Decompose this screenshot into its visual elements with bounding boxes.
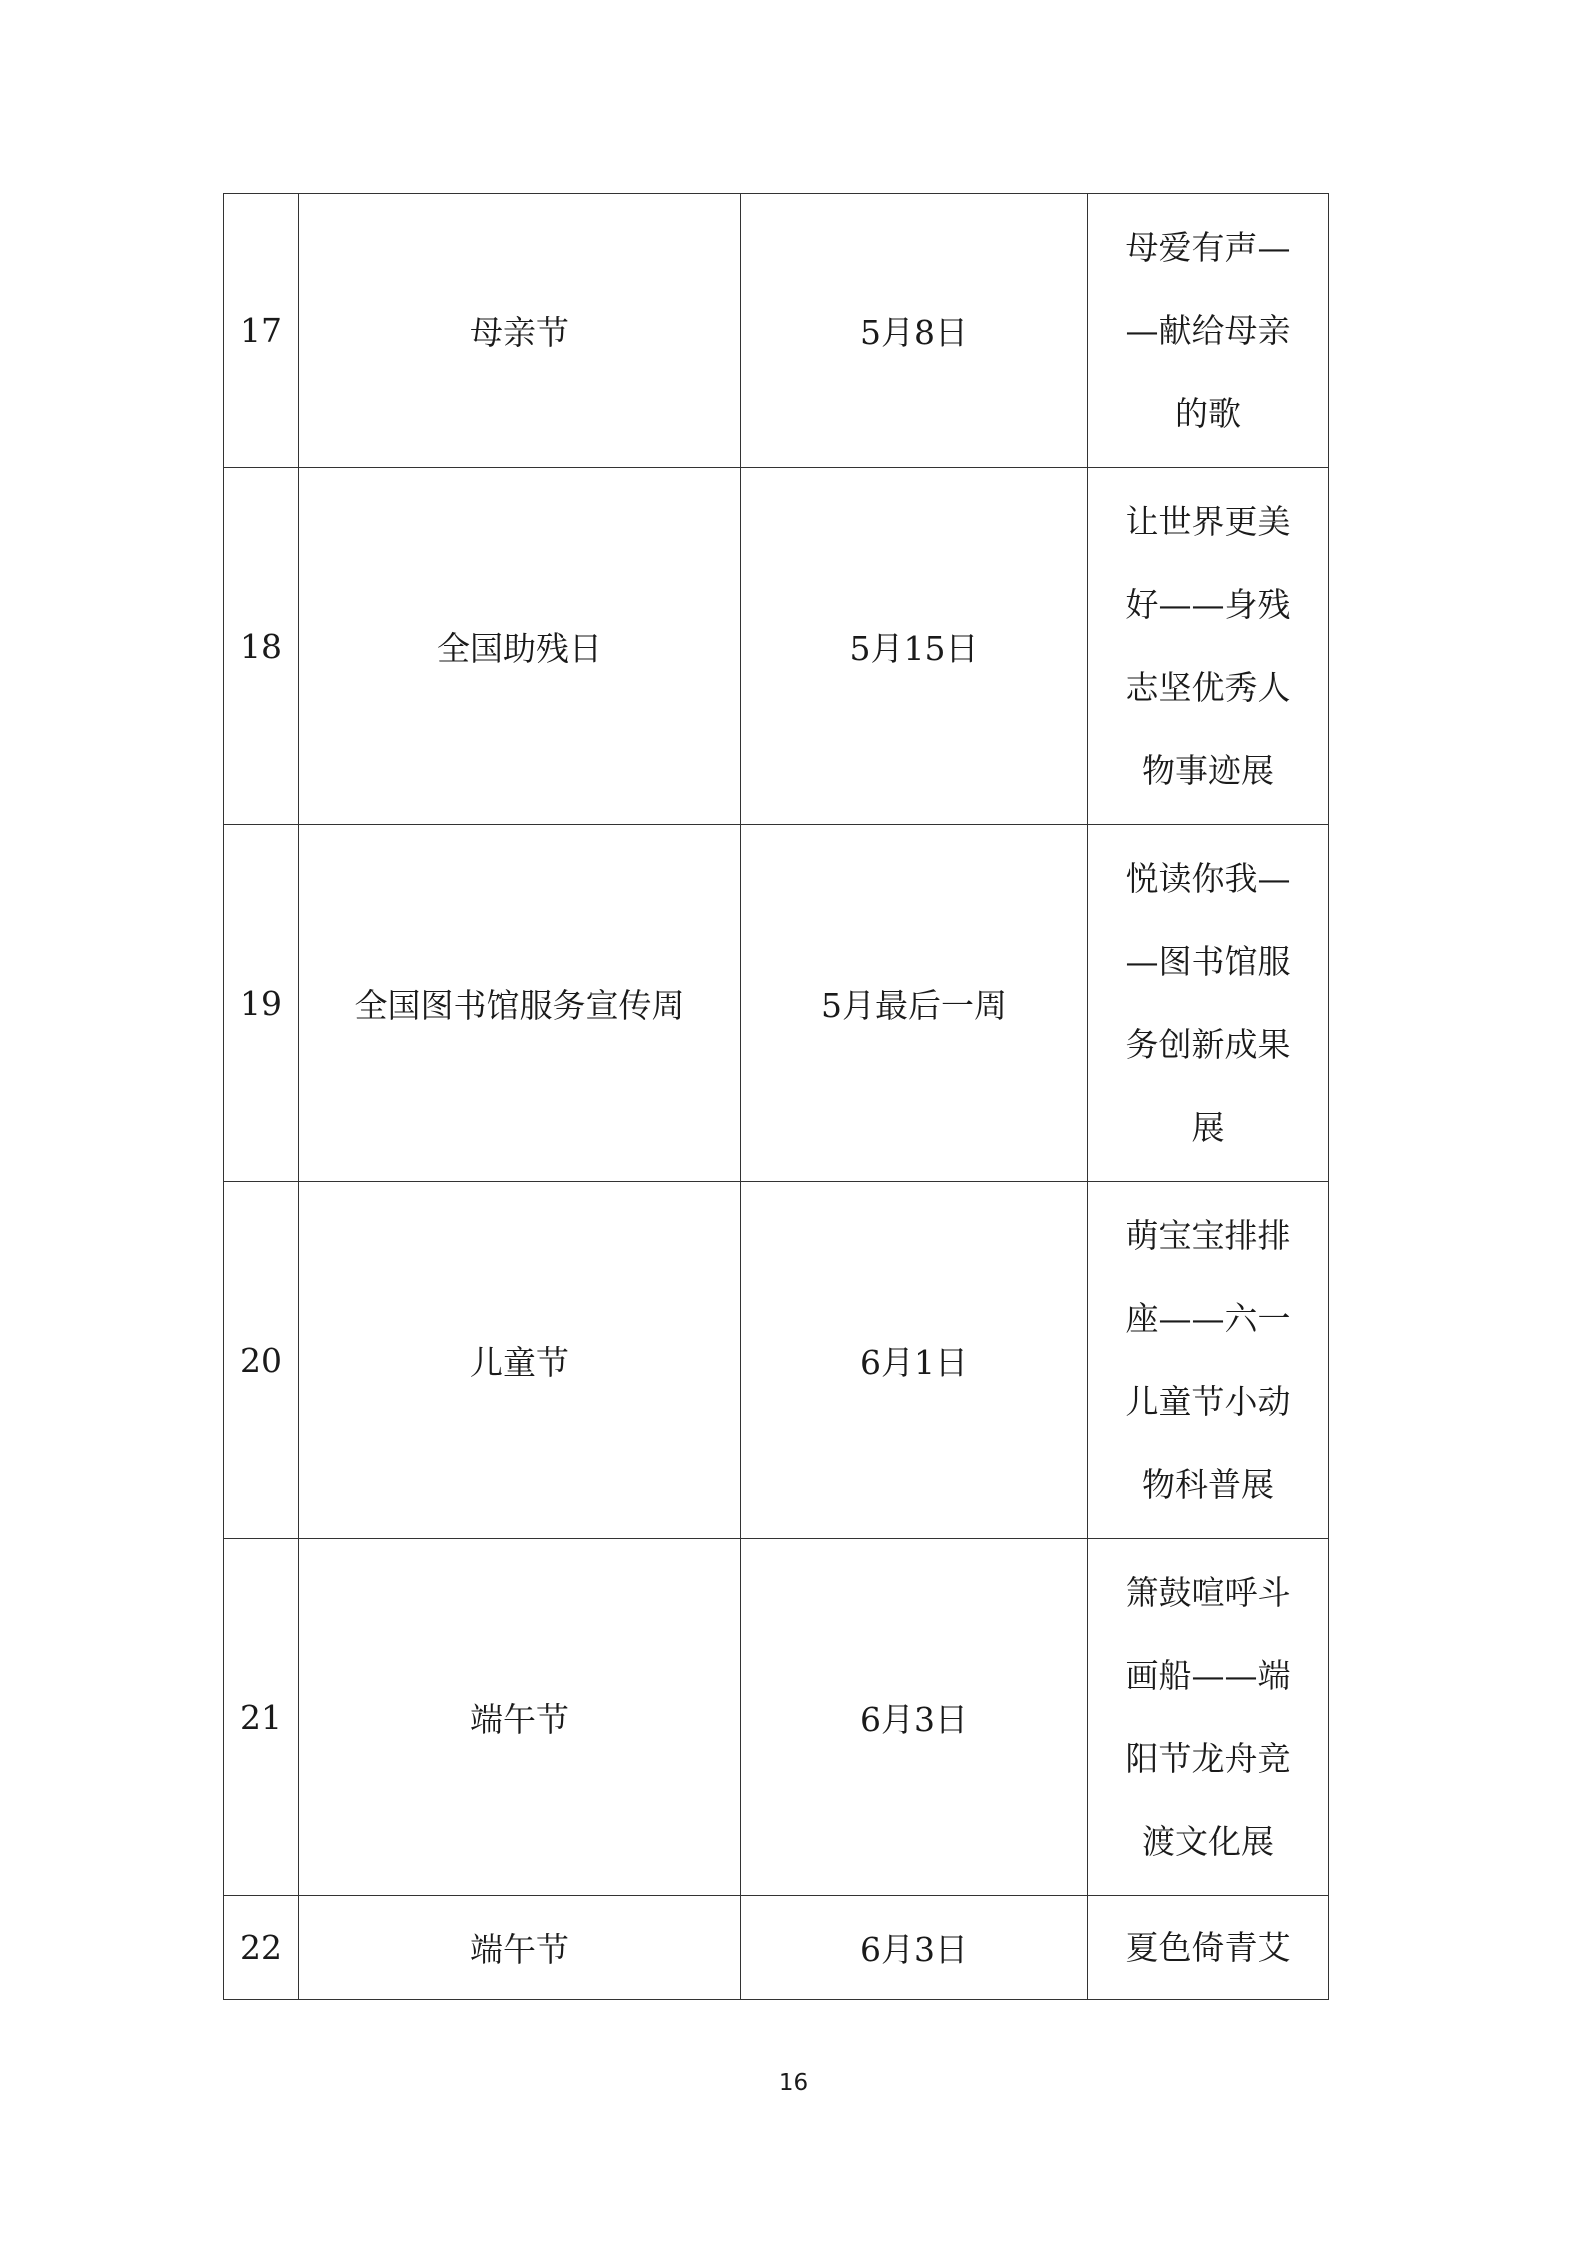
festival-name: 母亲节 [299,194,741,468]
table-row [224,1182,1329,1539]
exhibition-theme [1088,825,1329,1182]
festival-name: 端午节 [299,1896,741,2000]
festival-date: 5月15日 [741,468,1088,825]
theme-line: 物科普展 [1142,1465,1274,1504]
exhibition-theme [1088,1182,1329,1539]
theme-line: 座——六一 [1125,1299,1291,1338]
festival-name: 儿童节 [299,1182,741,1539]
festival-name: 全国图书馆服务宣传周 [299,825,741,1182]
theme-line: 渡文化展 [1142,1822,1274,1861]
theme-line: 志坚优秀人 [1125,668,1291,707]
exhibition-theme [1088,1539,1329,1896]
theme-line: 画船——端 [1125,1656,1291,1695]
event-schedule-table [223,193,1329,2000]
theme-line: —图书馆服 [1125,942,1291,981]
theme-line: 好——身残 [1125,585,1291,624]
table-row [224,194,1329,468]
festival-date: 6月1日 [741,1182,1088,1539]
theme-line: 箫鼓喧呼斗 [1125,1573,1291,1612]
theme-line: 萌宝宝排排 [1125,1216,1291,1255]
theme-line: 夏色倚青艾 [1125,1928,1291,1967]
theme-line: 儿童节小动 [1125,1382,1291,1421]
row-number: 17 [224,194,299,468]
page-number: 16 [778,2070,809,2096]
theme-line: 悦读你我— [1125,859,1291,898]
row-number: 22 [224,1896,299,2000]
festival-date: 5月最后一周 [741,825,1088,1182]
exhibition-theme [1088,468,1329,825]
festival-date: 5月8日 [741,194,1088,468]
row-number: 21 [224,1539,299,1896]
festival-name: 全国助残日 [299,468,741,825]
theme-line: 展 [1191,1108,1225,1147]
theme-line: 的歌 [1175,394,1241,433]
row-number: 19 [224,825,299,1182]
theme-line: 阳节龙舟竞 [1125,1739,1291,1778]
theme-line: —献给母亲 [1125,311,1291,350]
theme-line: 母爱有声— [1125,228,1291,267]
exhibition-theme [1088,194,1329,468]
table-row [224,825,1329,1182]
festival-name: 端午节 [299,1539,741,1896]
row-number: 20 [224,1182,299,1539]
table-row [224,1896,1329,2000]
festival-date: 6月3日 [741,1539,1088,1896]
theme-line: 让世界更美 [1125,502,1291,541]
table-row [224,468,1329,825]
theme-line: 物事迹展 [1142,751,1274,790]
festival-date: 6月3日 [741,1896,1088,2000]
table-row [224,1539,1329,1896]
exhibition-theme [1088,1896,1329,2000]
row-number: 18 [224,468,299,825]
theme-line: 务创新成果 [1125,1025,1291,1064]
